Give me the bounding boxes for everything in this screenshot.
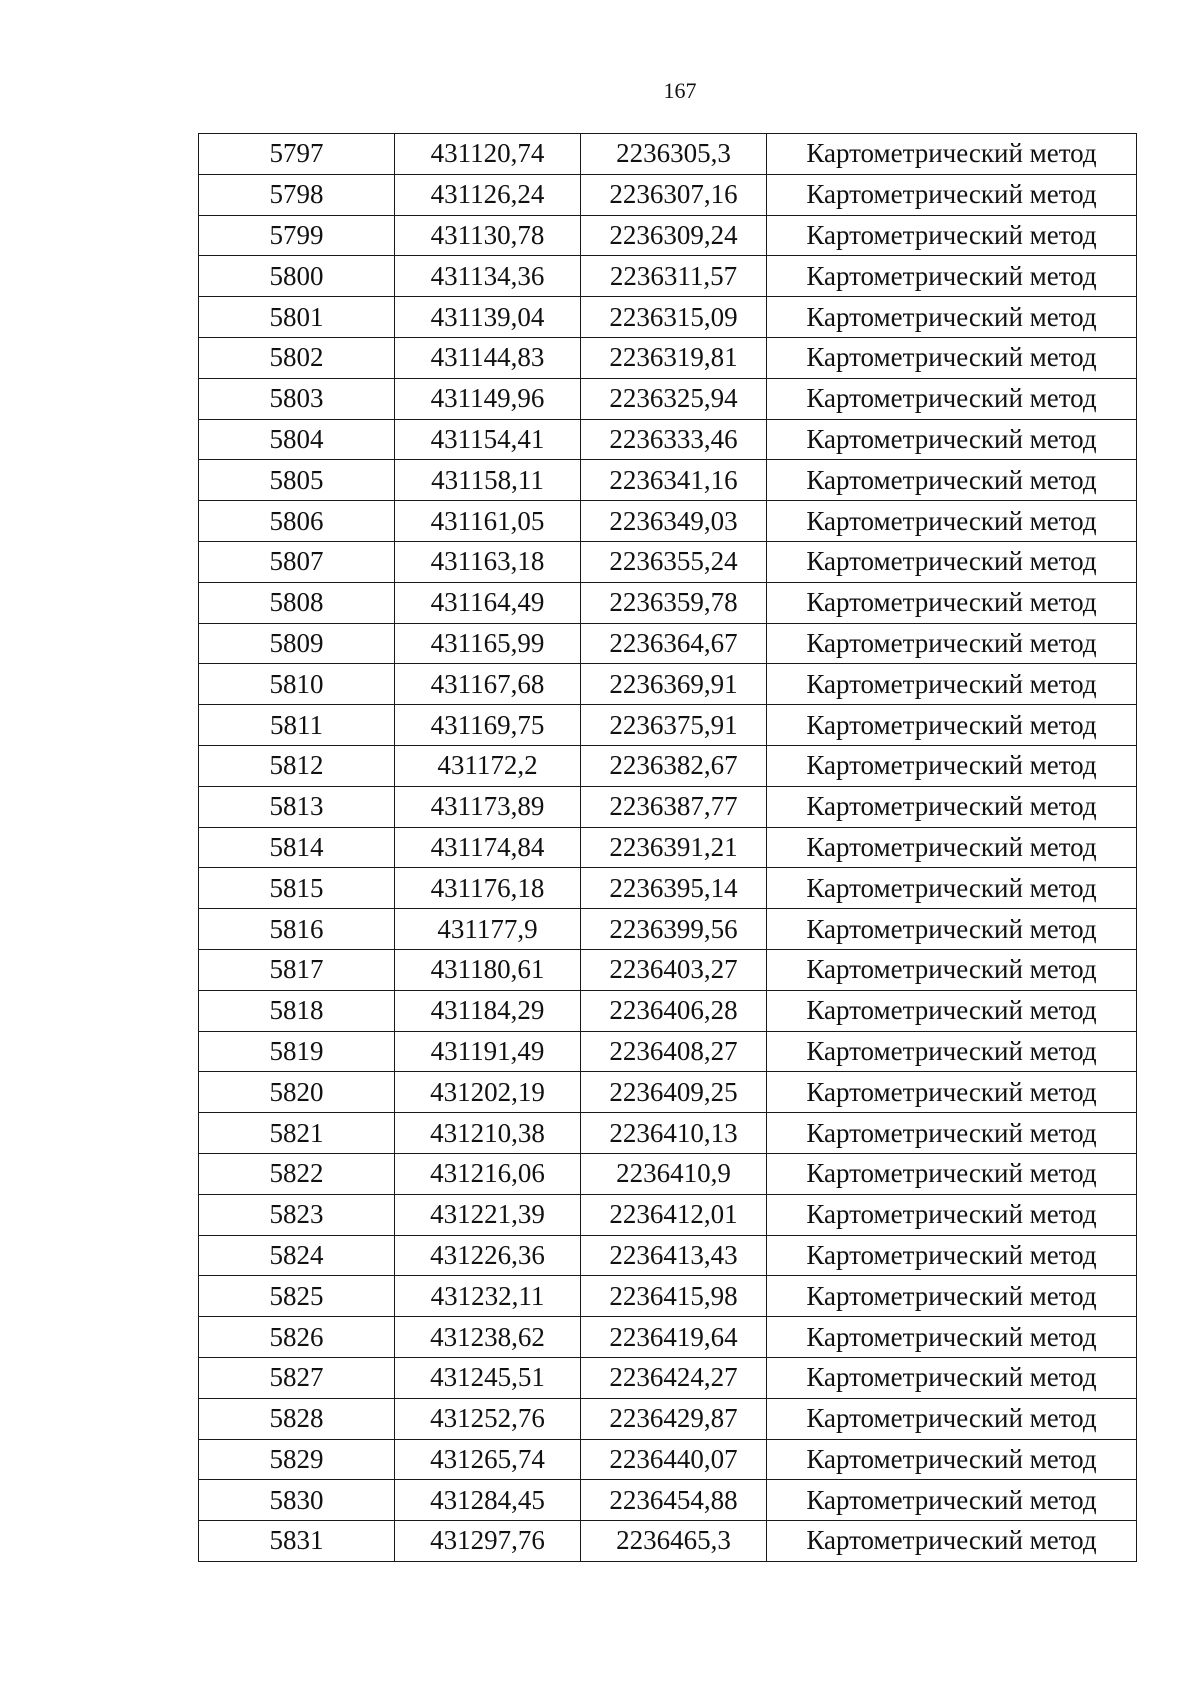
y-coordinate-cell: 2236413,43 xyxy=(581,1235,767,1276)
table-row xyxy=(199,705,1137,746)
y-coordinate-cell: 2236406,28 xyxy=(581,990,767,1031)
table-row xyxy=(199,337,1137,378)
point-number-cell: 5814 xyxy=(199,827,395,868)
x-coordinate-cell: 431221,39 xyxy=(395,1194,581,1235)
method-cell: Картометрический метод xyxy=(767,623,1137,664)
table-row xyxy=(199,419,1137,460)
x-coordinate-cell: 431120,74 xyxy=(395,134,581,175)
table-row xyxy=(199,378,1137,419)
y-coordinate-cell: 2236349,03 xyxy=(581,501,767,542)
method-cell: Картометрический метод xyxy=(767,541,1137,582)
y-coordinate-cell: 2236319,81 xyxy=(581,337,767,378)
point-number-cell: 5828 xyxy=(199,1398,395,1439)
method-cell: Картометрический метод xyxy=(767,174,1137,215)
x-coordinate-cell: 431180,61 xyxy=(395,949,581,990)
x-coordinate-cell: 431245,51 xyxy=(395,1357,581,1398)
y-coordinate-cell: 2236325,94 xyxy=(581,378,767,419)
table-row xyxy=(199,868,1137,909)
method-cell: Картометрический метод xyxy=(767,501,1137,542)
point-number-cell: 5827 xyxy=(199,1357,395,1398)
table-row xyxy=(199,990,1137,1031)
table-row xyxy=(199,909,1137,950)
table-row xyxy=(199,664,1137,705)
x-coordinate-cell: 431126,24 xyxy=(395,174,581,215)
x-coordinate-cell: 431144,83 xyxy=(395,337,581,378)
x-coordinate-cell: 431130,78 xyxy=(395,215,581,256)
x-coordinate-cell: 431284,45 xyxy=(395,1480,581,1521)
method-cell: Картометрический метод xyxy=(767,1521,1137,1562)
x-coordinate-cell: 431167,68 xyxy=(395,664,581,705)
x-coordinate-cell: 431158,11 xyxy=(395,460,581,501)
table-row xyxy=(199,1480,1137,1521)
table-body xyxy=(199,134,1137,1562)
method-cell: Картометрический метод xyxy=(767,1113,1137,1154)
page-number: 167 xyxy=(663,78,697,103)
method-cell: Картометрический метод xyxy=(767,1398,1137,1439)
point-number-cell: 5812 xyxy=(199,745,395,786)
method-cell: Картометрический метод xyxy=(767,664,1137,705)
method-cell: Картометрический метод xyxy=(767,1480,1137,1521)
y-coordinate-cell: 2236387,77 xyxy=(581,786,767,827)
method-cell: Картометрический метод xyxy=(767,868,1137,909)
point-number-cell: 5831 xyxy=(199,1521,395,1562)
point-number-cell: 5821 xyxy=(199,1113,395,1154)
x-coordinate-cell: 431173,89 xyxy=(395,786,581,827)
method-cell: Картометрический метод xyxy=(767,827,1137,868)
table-row xyxy=(199,1521,1137,1562)
point-number-cell: 5829 xyxy=(199,1439,395,1480)
table-row xyxy=(199,1072,1137,1113)
y-coordinate-cell: 2236375,91 xyxy=(581,705,767,746)
y-coordinate-cell: 2236364,67 xyxy=(581,623,767,664)
table-row xyxy=(199,501,1137,542)
method-cell: Картометрический метод xyxy=(767,1439,1137,1480)
method-cell: Картометрический метод xyxy=(767,460,1137,501)
point-number-cell: 5819 xyxy=(199,1031,395,1072)
point-number-cell: 5808 xyxy=(199,582,395,623)
table-row xyxy=(199,174,1137,215)
method-cell: Картометрический метод xyxy=(767,745,1137,786)
method-cell: Картометрический метод xyxy=(767,337,1137,378)
method-cell: Картометрический метод xyxy=(767,1235,1137,1276)
x-coordinate-cell: 431154,41 xyxy=(395,419,581,460)
x-coordinate-cell: 431174,84 xyxy=(395,827,581,868)
method-cell: Картометрический метод xyxy=(767,215,1137,256)
method-cell: Картометрический метод xyxy=(767,990,1137,1031)
table-row xyxy=(199,541,1137,582)
method-cell: Картометрический метод xyxy=(767,256,1137,297)
x-coordinate-cell: 431163,18 xyxy=(395,541,581,582)
point-number-cell: 5801 xyxy=(199,297,395,338)
x-coordinate-cell: 431202,19 xyxy=(395,1072,581,1113)
x-coordinate-cell: 431169,75 xyxy=(395,705,581,746)
y-coordinate-cell: 2236307,16 xyxy=(581,174,767,215)
point-number-cell: 5813 xyxy=(199,786,395,827)
y-coordinate-cell: 2236454,88 xyxy=(581,1480,767,1521)
x-coordinate-cell: 431252,76 xyxy=(395,1398,581,1439)
x-coordinate-cell: 431165,99 xyxy=(395,623,581,664)
point-number-cell: 5800 xyxy=(199,256,395,297)
table-row xyxy=(199,623,1137,664)
method-cell: Картометрический метод xyxy=(767,297,1137,338)
x-coordinate-cell: 431216,06 xyxy=(395,1153,581,1194)
table-row xyxy=(199,1113,1137,1154)
method-cell: Картометрический метод xyxy=(767,1317,1137,1358)
x-coordinate-cell: 431172,2 xyxy=(395,745,581,786)
table-row xyxy=(199,1276,1137,1317)
point-number-cell: 5830 xyxy=(199,1480,395,1521)
y-coordinate-cell: 2236410,13 xyxy=(581,1113,767,1154)
y-coordinate-cell: 2236305,3 xyxy=(581,134,767,175)
x-coordinate-cell: 431134,36 xyxy=(395,256,581,297)
point-number-cell: 5806 xyxy=(199,501,395,542)
table-row xyxy=(199,786,1137,827)
y-coordinate-cell: 2236419,64 xyxy=(581,1317,767,1358)
point-number-cell: 5817 xyxy=(199,949,395,990)
method-cell: Картометрический метод xyxy=(767,582,1137,623)
table-row xyxy=(199,582,1137,623)
x-coordinate-cell: 431191,49 xyxy=(395,1031,581,1072)
method-cell: Картометрический метод xyxy=(767,1194,1137,1235)
x-coordinate-cell: 431161,05 xyxy=(395,501,581,542)
method-cell: Картометрический метод xyxy=(767,419,1137,460)
y-coordinate-cell: 2236399,56 xyxy=(581,909,767,950)
y-coordinate-cell: 2236395,14 xyxy=(581,868,767,909)
point-number-cell: 5804 xyxy=(199,419,395,460)
table-row xyxy=(199,1357,1137,1398)
point-number-cell: 5816 xyxy=(199,909,395,950)
x-coordinate-cell: 431238,62 xyxy=(395,1317,581,1358)
point-number-cell: 5805 xyxy=(199,460,395,501)
point-number-cell: 5824 xyxy=(199,1235,395,1276)
table-row xyxy=(199,215,1137,256)
point-number-cell: 5809 xyxy=(199,623,395,664)
y-coordinate-cell: 2236408,27 xyxy=(581,1031,767,1072)
point-number-cell: 5803 xyxy=(199,378,395,419)
table-row xyxy=(199,1235,1137,1276)
table-row xyxy=(199,1439,1137,1480)
point-number-cell: 5797 xyxy=(199,134,395,175)
method-cell: Картометрический метод xyxy=(767,1072,1137,1113)
table-row xyxy=(199,949,1137,990)
y-coordinate-cell: 2236315,09 xyxy=(581,297,767,338)
y-coordinate-cell: 2236355,24 xyxy=(581,541,767,582)
table-row xyxy=(199,256,1137,297)
x-coordinate-cell: 431232,11 xyxy=(395,1276,581,1317)
method-cell: Картометрический метод xyxy=(767,909,1137,950)
point-number-cell: 5811 xyxy=(199,705,395,746)
point-number-cell: 5822 xyxy=(199,1153,395,1194)
x-coordinate-cell: 431184,29 xyxy=(395,990,581,1031)
x-coordinate-cell: 431177,9 xyxy=(395,909,581,950)
y-coordinate-cell: 2236382,67 xyxy=(581,745,767,786)
x-coordinate-cell: 431210,38 xyxy=(395,1113,581,1154)
y-coordinate-cell: 2236465,3 xyxy=(581,1521,767,1562)
method-cell: Картометрический метод xyxy=(767,786,1137,827)
y-coordinate-cell: 2236391,21 xyxy=(581,827,767,868)
point-number-cell: 5807 xyxy=(199,541,395,582)
method-cell: Картометрический метод xyxy=(767,378,1137,419)
x-coordinate-cell: 431226,36 xyxy=(395,1235,581,1276)
point-number-cell: 5810 xyxy=(199,664,395,705)
y-coordinate-cell: 2236424,27 xyxy=(581,1357,767,1398)
y-coordinate-cell: 2236412,01 xyxy=(581,1194,767,1235)
point-number-cell: 5802 xyxy=(199,337,395,378)
y-coordinate-cell: 2236415,98 xyxy=(581,1276,767,1317)
coordinates-table xyxy=(198,133,1137,1562)
point-number-cell: 5820 xyxy=(199,1072,395,1113)
method-cell: Картометрический метод xyxy=(767,1276,1137,1317)
table-row xyxy=(199,297,1137,338)
table-row xyxy=(199,1031,1137,1072)
table-row xyxy=(199,745,1137,786)
point-number-cell: 5815 xyxy=(199,868,395,909)
x-coordinate-cell: 431149,96 xyxy=(395,378,581,419)
point-number-cell: 5799 xyxy=(199,215,395,256)
y-coordinate-cell: 2236341,16 xyxy=(581,460,767,501)
table-row xyxy=(199,827,1137,868)
table-row xyxy=(199,1153,1137,1194)
point-number-cell: 5826 xyxy=(199,1317,395,1358)
method-cell: Картометрический метод xyxy=(767,1031,1137,1072)
table-row xyxy=(199,1398,1137,1439)
point-number-cell: 5818 xyxy=(199,990,395,1031)
y-coordinate-cell: 2236409,25 xyxy=(581,1072,767,1113)
method-cell: Картометрический метод xyxy=(767,705,1137,746)
y-coordinate-cell: 2236403,27 xyxy=(581,949,767,990)
method-cell: Картометрический метод xyxy=(767,1153,1137,1194)
y-coordinate-cell: 2236410,9 xyxy=(581,1153,767,1194)
method-cell: Картометрический метод xyxy=(767,1357,1137,1398)
x-coordinate-cell: 431265,74 xyxy=(395,1439,581,1480)
method-cell: Картометрический метод xyxy=(767,949,1137,990)
x-coordinate-cell: 431164,49 xyxy=(395,582,581,623)
point-number-cell: 5798 xyxy=(199,174,395,215)
y-coordinate-cell: 2236429,87 xyxy=(581,1398,767,1439)
table-row xyxy=(199,1317,1137,1358)
point-number-cell: 5825 xyxy=(199,1276,395,1317)
point-number-cell: 5823 xyxy=(199,1194,395,1235)
x-coordinate-cell: 431176,18 xyxy=(395,868,581,909)
y-coordinate-cell: 2236311,57 xyxy=(581,256,767,297)
x-coordinate-cell: 431297,76 xyxy=(395,1521,581,1562)
y-coordinate-cell: 2236369,91 xyxy=(581,664,767,705)
table-row xyxy=(199,1194,1137,1235)
x-coordinate-cell: 431139,04 xyxy=(395,297,581,338)
y-coordinate-cell: 2236440,07 xyxy=(581,1439,767,1480)
method-cell: Картометрический метод xyxy=(767,134,1137,175)
y-coordinate-cell: 2236309,24 xyxy=(581,215,767,256)
y-coordinate-cell: 2236359,78 xyxy=(581,582,767,623)
y-coordinate-cell: 2236333,46 xyxy=(581,419,767,460)
table-row xyxy=(199,134,1137,175)
table-row xyxy=(199,460,1137,501)
